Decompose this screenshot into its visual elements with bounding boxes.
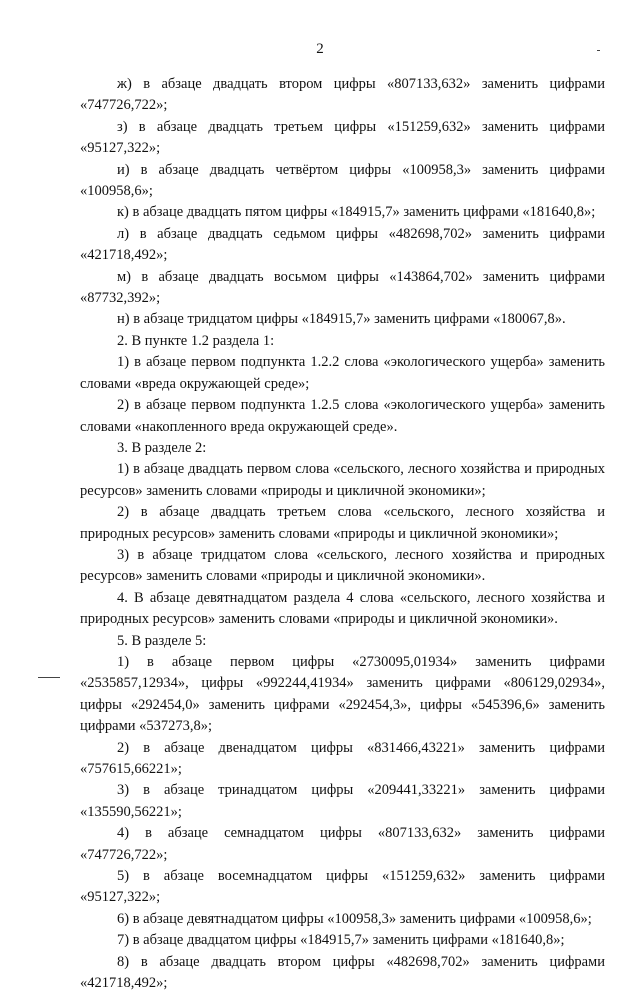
paragraph-5-6: 6) в абзаце девятнадцатом цифры «100958,3» заменить цифрами «100958,6»;: [117, 910, 592, 927]
paragraph-i: и) в абзаце двадцать четвёртом цифры «100958,3» заменить цифрами «100958,6»;: [80, 161, 605, 200]
paragraph-m: м) в абзаце двадцать восьмом цифры «143864,702» заменить цифрами «87732,392»;: [80, 268, 605, 307]
paragraph-z: з) в абзаце двадцать третьем цифры «151259,632» заменить цифрами «95127,322»;: [80, 118, 605, 157]
scan-artifact-dash: [38, 677, 60, 678]
paragraph-k: к) в абзаце двадцать пятом цифры «184915,7» заменить цифрами «181640,8»;: [117, 204, 596, 221]
paragraph-l: л) в абзаце двадцать седьмом цифры «482698,702» заменить цифрами «421718,492»;: [80, 225, 605, 264]
paragraph-5-7: 7) в абзаце двадцатом цифры «184915,7» заменить цифрами «181640,8»;: [117, 932, 565, 949]
paragraph-5-5: 5) в абзаце восемнадцатом цифры «151259,632» заменить цифрами «95127,322»;: [80, 868, 605, 906]
section-heading-2: 2. В пункте 1.2 раздела 1:: [117, 332, 275, 349]
paragraph-3-1: 1) в абзаце двадцать первом слова «сельского, лесного хозяйства и природных ресурсов» заменить словами «природы и цикличной экономики»;: [80, 461, 605, 499]
page-number: 2: [316, 41, 324, 57]
paragraph-5-3: 3) в абзаце тринадцатом цифры «209441,33221» заменить цифрами «135590,56221»;: [80, 782, 605, 820]
paragraph-zh: ж) в абзаце двадцать втором цифры «807133,632» заменить цифрами «747726,722»;: [80, 76, 605, 114]
paragraph-3-2: 2) в абзаце двадцать третьем слова «сельского, лесного хозяйства и природных ресурсов» заменить словами «природы и цикличной экономики»;: [80, 504, 605, 542]
paragraph-5-4: 4) в абзаце семнадцатом цифры «807133,632» заменить цифрами «747726,722»;: [80, 825, 605, 863]
paragraph-3-3: 3) в абзаце тридцатом слова «сельского, лесного хозяйства и природных ресурсов» заменить словами «природы и цикличной экономики».: [80, 546, 605, 585]
scan-artifact-dash: [597, 50, 600, 51]
paragraph-5-1: 1) в абзаце первом цифры «2730095,01934» заменить цифрами «2535857,12934», цифры «992244,41934» заменить цифрами «806129,02934», цифры «292454,0» заменить цифрами «292454,3», цифры «545396,6» заменить цифрами «537273,8»;: [80, 653, 605, 735]
paragraph-5-2: 2) в абзаце двенадцатом цифры «831466,43221» заменить цифрами «757615,66221»;: [80, 739, 605, 777]
paragraph-2-2: 2) в абзаце первом подпункта 1.2.5 слова «экологического ущерба» заменить словами «накопленного вреда окружающей среде».: [80, 397, 605, 435]
paragraph-5-8: 8) в абзаце двадцать втором цифры «482698,702» заменить цифрами «421718,492»;: [80, 953, 605, 992]
section-heading-3: 3. В разделе 2:: [117, 439, 207, 456]
paragraph-n: н) в абзаце тридцатом цифры «184915,7» заменить цифрами «180067,8».: [117, 311, 566, 328]
document-body: [80, 74, 605, 994]
paragraph-2-1: 1) в абзаце первом подпункта 1.2.2 слова «экологического ущерба» заменить словами «вреда окружающей среде»;: [80, 354, 605, 392]
section-4-paragraph: 4. В абзаце девятнадцатом раздела 4 слова «сельского, лесного хозяйства и природных ресурсов» заменить словами «природы и цикличной экономики».: [80, 589, 605, 628]
section-heading-5: 5. В разделе 5:: [117, 632, 207, 649]
